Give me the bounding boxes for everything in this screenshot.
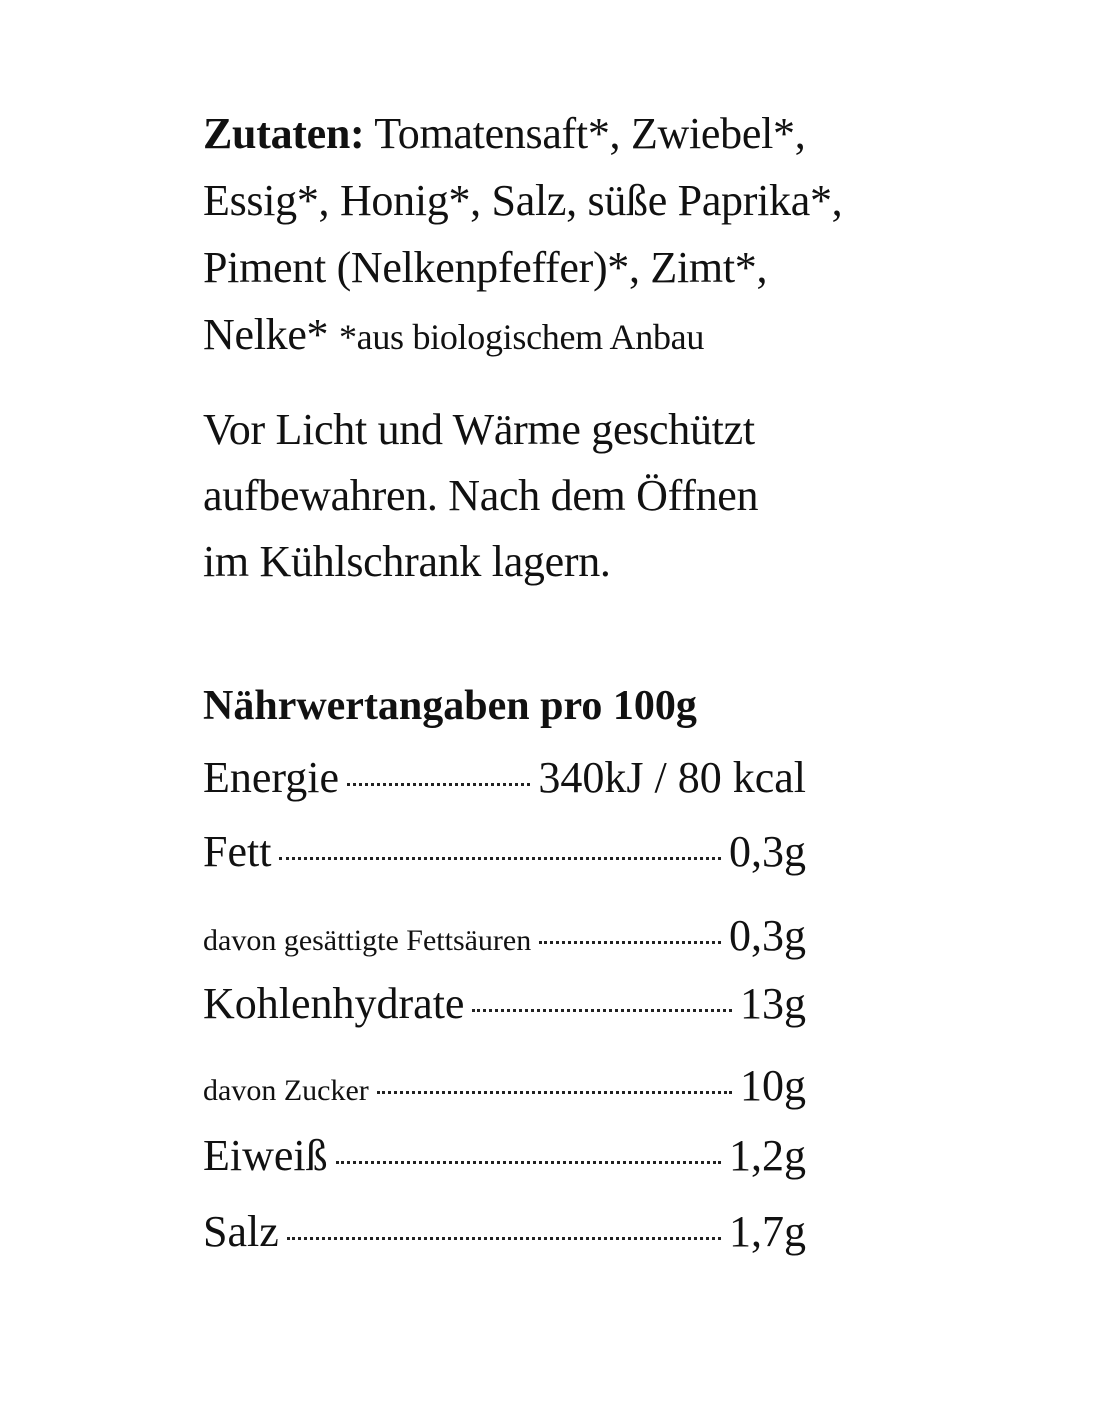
nutrition-name: Salz — [203, 1207, 279, 1256]
storage-line-3: im Kühlschrank lagern. — [203, 537, 611, 586]
nutrition-name: davon Zucker — [203, 1074, 369, 1107]
nutrition-row-salt — [203, 1206, 806, 1266]
ingredients-block — [203, 100, 903, 371]
dot-leader — [539, 941, 721, 944]
nutrition-row-protein — [203, 1130, 806, 1190]
storage-line-1: Vor Licht und Wärme geschützt — [203, 405, 755, 454]
nutrition-value: 10g — [740, 1061, 806, 1110]
nutrition-row-saturated-fat — [203, 910, 806, 960]
dot-leader — [287, 1237, 721, 1240]
ingredients-text: Tomatensaft*, Zwiebel*, — [374, 109, 806, 158]
nutrition-name: Energie — [203, 753, 340, 802]
nutrition-name: Kohlenhydrate — [203, 979, 465, 1028]
dot-leader — [279, 857, 721, 860]
ingredients-line-4 — [203, 301, 903, 371]
nutrition-row-fat — [203, 826, 806, 886]
dot-leader — [336, 1161, 721, 1164]
nutrition-value: 340kJ / 80 kcal — [538, 753, 806, 802]
storage-instructions — [203, 397, 903, 595]
dot-leader — [347, 783, 530, 786]
nutrition-row-carbohydrates — [203, 978, 806, 1038]
nutrition-row-energy — [203, 752, 806, 812]
ingredients-line-1 — [203, 100, 903, 167]
nutrition-value: 1,2g — [729, 1131, 806, 1180]
nutrition-name: davon gesättigte Fettsäuren — [203, 924, 532, 957]
nutrition-title: Nährwertangaben pro 100g — [203, 683, 697, 729]
nutrition-row-sugar — [203, 1060, 806, 1110]
nutrition-value: 1,7g — [729, 1207, 806, 1256]
dot-leader — [377, 1091, 732, 1094]
organic-note: *aus biologischem Anbau — [338, 317, 705, 357]
nutrition-name: Fett — [203, 827, 272, 876]
ingredients-heading: Zutaten: — [203, 109, 365, 158]
nutrition-value: 0,3g — [729, 827, 806, 876]
storage-line-2: aufbewahren. Nach dem Öffnen — [203, 471, 759, 520]
nutrition-value: 0,3g — [729, 911, 806, 960]
nutrition-value: 13g — [740, 979, 806, 1028]
ingredients-line-3: Piment (Nelkenpfeffer)*, Zimt*, — [203, 243, 768, 292]
ingredients-text: Nelke* — [203, 310, 329, 359]
dot-leader — [472, 1009, 732, 1012]
product-label — [203, 0, 843, 1427]
nutrition-name: Eiweiß — [203, 1131, 328, 1180]
ingredients-line-2: Essig*, Honig*, Salz, süße Paprika*, — [203, 176, 843, 225]
